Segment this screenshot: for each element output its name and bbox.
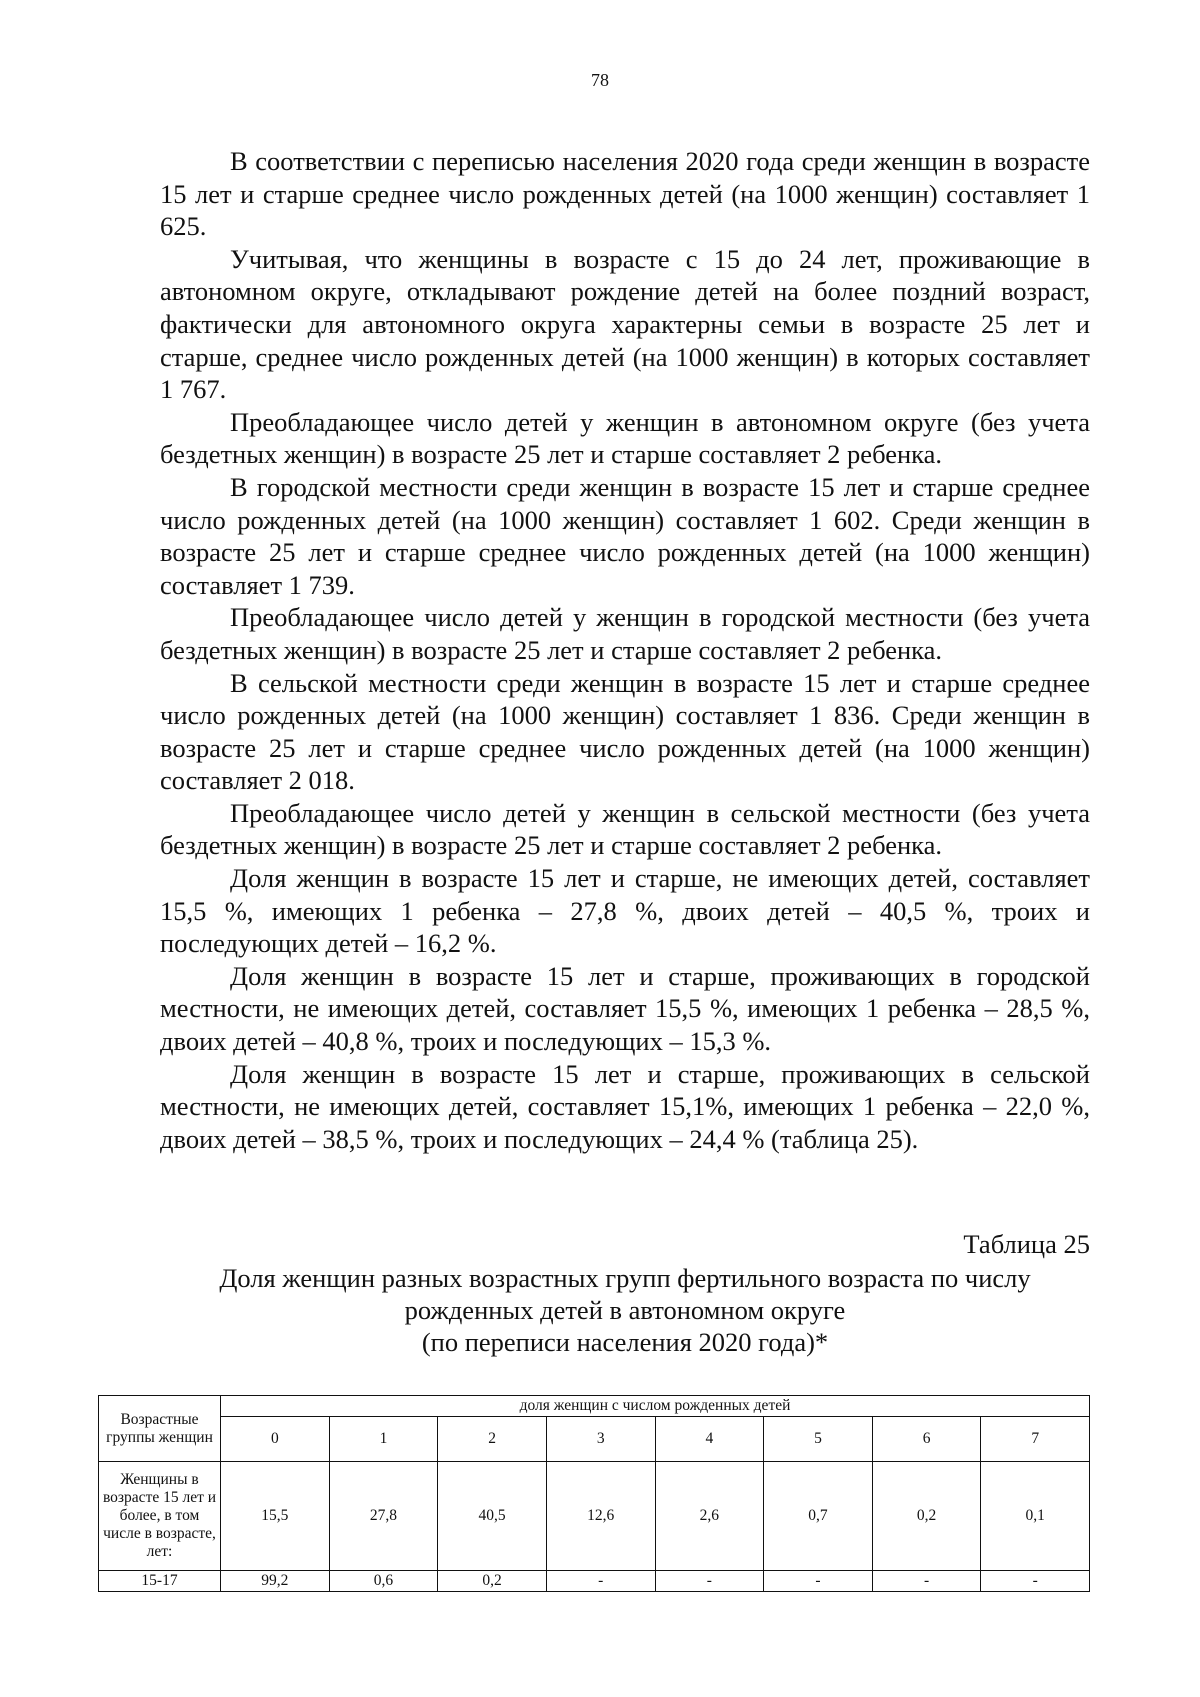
table-cell: 27,8: [329, 1462, 438, 1571]
table-title-line: Доля женщин разных возрастных групп фертильного возраста по числу: [219, 1263, 1031, 1293]
table-header-row: [99, 1396, 1090, 1417]
paragraph: Доля женщин в возрасте 15 лет и старше, проживающих в городской местности, не имеющих детей, составляет 15,5 %, имеющих 1 ребенка – 28,5 %, двоих детей – 40,8 %, троих и последующих – 15,3 %.: [160, 960, 1090, 1057]
table-row: [99, 1571, 1090, 1592]
table-cell: 0,2: [872, 1462, 981, 1571]
table-cell: -: [764, 1571, 873, 1592]
paragraph: В соответствии с переписью населения 2020 года среди женщин в возрасте 15 лет и старше среднее число рожденных детей (на 1000 женщин) составляет 1 625.: [160, 146, 1090, 242]
table-title: [160, 1262, 1090, 1358]
data-table: [98, 1395, 1090, 1592]
paragraph: Преобладающее число детей у женщин в сельской местности (без учета бездетных женщин) в возрасте 25 лет и старше составляет 2 ребенка.: [160, 797, 1090, 861]
corner-header: Возрастные группы женщин: [99, 1396, 221, 1462]
paragraph: В городской местности среди женщин в возрасте 15 лет и старше среднее число рожденных детей (на 1000 женщин) составляет 1 602. Среди женщин в возрасте 25 лет и старше среднее число рожденных детей (на 1000 женщин) составляет 1 739.: [160, 471, 1090, 600]
table-cell: 0,7: [764, 1462, 873, 1571]
body-text: [160, 145, 1090, 1155]
paragraph: Доля женщин в возрасте 15 лет и старше, проживающих в сельской местности, не имеющих детей, составляет 15,1%, имеющих 1 ребенка – 22,0 %, двоих детей – 38,5 %, троих и последующих – 24,4 % (таблица 25).: [160, 1058, 1090, 1154]
row-label: Женщины в возрасте 15 лет и более, в том числе в возрасте, лет:: [99, 1462, 221, 1571]
table-cell: -: [981, 1571, 1090, 1592]
column-header: 5: [764, 1417, 873, 1462]
column-header: 2: [438, 1417, 547, 1462]
table-cell: 40,5: [438, 1462, 547, 1571]
column-header: 7: [981, 1417, 1090, 1462]
paragraph: В сельской местности среди женщин в возрасте 15 лет и старше среднее число рожденных детей (на 1000 женщин) составляет 1 836. Среди женщин в возрасте 25 лет и старше среднее число рожденных детей (на 1000 женщин) составляет 2 018.: [160, 667, 1090, 796]
table-title-line: (по переписи населения 2020 года)*: [421, 1327, 829, 1357]
table-cell: -: [655, 1571, 764, 1592]
table-cell: 0,1: [981, 1462, 1090, 1571]
column-header: 4: [655, 1417, 764, 1462]
table-cell: -: [546, 1571, 655, 1592]
table-cell: -: [872, 1571, 981, 1592]
column-header: 1: [329, 1417, 438, 1462]
table-cell: 0,6: [329, 1571, 438, 1592]
row-label: 15-17: [99, 1571, 221, 1592]
paragraph: Учитывая, что женщины в возрасте с 15 до 24 лет, проживающие в автономном округе, откладывают рождение детей на более поздний возраст, фактически для автономного округа характерны семьи в возрасте 25 лет и старше, среднее число рожденных детей (на 1000 женщин) в которых составляет 1 767.: [160, 243, 1090, 405]
table-title-line: рожденных детей в автономном округе: [404, 1295, 846, 1325]
column-header: 6: [872, 1417, 981, 1462]
page-number: 78: [591, 70, 609, 90]
column-header: 0: [221, 1417, 330, 1462]
column-header: 3: [546, 1417, 655, 1462]
table-cell: 15,5: [221, 1462, 330, 1571]
paragraph: Преобладающее число детей у женщин в городской местности (без учета бездетных женщин) в возрасте 25 лет и старше составляет 2 ребенка.: [160, 602, 1090, 665]
table-header-row: [99, 1417, 1090, 1462]
paragraph: Доля женщин в возрасте 15 лет и старше, не имеющих детей, составляет 15,5 %, имеющих 1 ребенка – 27,8 %, двоих детей – 40,5 %, троих и последующих детей – 16,2 %.: [160, 863, 1090, 959]
table-cell: 12,6: [546, 1462, 655, 1571]
table-cell: 2,6: [655, 1462, 764, 1571]
table-cell: 0,2: [438, 1571, 547, 1592]
paragraph: Преобладающее число детей у женщин в автономном округе (без учета бездетных женщин) в возрасте 25 лет и старше составляет 2 ребенка.: [160, 406, 1090, 470]
table-cell: 99,2: [221, 1571, 330, 1592]
table-label: Таблица 25: [963, 1229, 1090, 1259]
group-header: доля женщин с числом рожденных детей: [221, 1396, 1090, 1417]
table-row: [99, 1462, 1090, 1571]
